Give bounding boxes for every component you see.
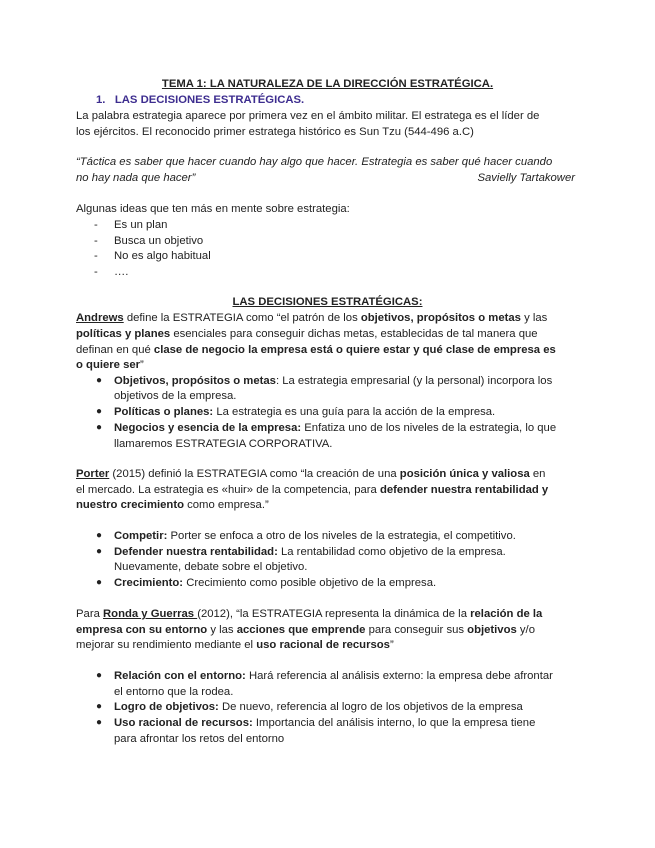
- author-andrews: Andrews: [76, 312, 124, 324]
- andrews-line-3: definan en qué clase de negocio la empresa está o quiere estar y qué clase de empresa es: [76, 344, 556, 356]
- ronda-bullet-1: Relación con el entorno: Hará referencia al análisis externo: la empresa debe afrontar: [114, 670, 553, 682]
- bullet-icon: ●: [96, 546, 103, 557]
- bullet-icon: ●: [96, 670, 103, 681]
- section-heading-2: LAS DECISIONES ESTRATÉGICAS:: [232, 296, 423, 308]
- andrews-line-1: Andrews define la ESTRATEGIA como “el patrón de los objetivos, propósitos o metas y las: [76, 312, 548, 324]
- section-heading-1: [96, 92, 304, 108]
- ronda-line-2: empresa con su entorno y las acciones que emprende para conseguir sus objetivos y/o: [76, 624, 535, 636]
- section-heading-text: LAS DECISIONES ESTRATÉGICAS.: [114, 94, 305, 106]
- dash-icon: -: [94, 235, 98, 247]
- intro-line-2: los ejércitos. El reconocido primer estratega histórico es Sun Tzu (544-496 a.C): [76, 126, 474, 138]
- ronda-line-3: mejorar su rendimiento mediante el uso racional de recursos”: [76, 639, 394, 651]
- quote-line-1: “Táctica es saber que hacer cuando hay algo que hacer. Estrategia es saber qué hacer cuando: [76, 156, 553, 168]
- andrews-line-2: políticas y planes esenciales para conseguir dichas metas, establecidas de tal manera que: [76, 328, 538, 340]
- bullet-icon: ●: [96, 530, 103, 541]
- ronda-line-1: Para Ronda y Guerras (2012), “la ESTRATEGIA representa la dinámica de la relación de la: [76, 608, 543, 620]
- ideas-item: No es algo habitual: [114, 250, 211, 262]
- intro-line-1: La palabra estrategia aparece por primera vez en el ámbito militar. El estratega es el líder de: [76, 110, 540, 122]
- author-ronda-guerras: Ronda y Guerras: [103, 608, 198, 620]
- quote-line-2: no hay nada que hacer”: [76, 172, 196, 184]
- porter-bullet-2: Defender nuestra rentabilidad: La rentabilidad como objetivo de la empresa.: [114, 546, 506, 558]
- bullet-icon: ●: [96, 375, 103, 386]
- section-number: 1.: [96, 94, 106, 106]
- bullet-icon: ●: [96, 717, 103, 728]
- porter-line-3: nuestro crecimiento como empresa.”: [76, 499, 269, 511]
- ideas-item: ….: [114, 266, 129, 278]
- porter-line-2: el mercado. La estrategia es «huir» de la competencia, para defender nuestra rentabilidad y: [76, 484, 549, 496]
- porter-bullet-3: Crecimiento: Crecimiento como posible objetivo de la empresa.: [114, 577, 437, 589]
- ronda-bullet-3-cont: para afrontar los retos del entorno: [114, 733, 285, 745]
- bullet-icon: ●: [96, 406, 103, 417]
- porter-bullet-1: Competir: Porter se enfoca a otro de los niveles de la estrategia, el competitivo.: [114, 530, 516, 542]
- andrews-bullet-2: Políticas o planes: La estrategia es una guía para la acción de la empresa.: [114, 406, 496, 418]
- dash-icon: -: [94, 266, 98, 278]
- bullet-icon: ●: [96, 422, 103, 433]
- andrews-bullet-3: Negocios y esencia de la empresa: Enfatiza uno de los niveles de la estrategia, lo que: [114, 422, 557, 434]
- ronda-bullet-2: Logro de objetivos: De nuevo, referencia al logro de los objetivos de la empresa: [114, 701, 523, 713]
- ideas-item: Busca un objetivo: [114, 235, 204, 247]
- dash-icon: -: [94, 219, 98, 231]
- andrews-line-4: o quiere ser”: [76, 359, 144, 371]
- author-porter: Porter: [76, 468, 110, 480]
- andrews-bullet-1-cont: objetivos de la empresa.: [114, 390, 237, 402]
- ideas-item: Es un plan: [114, 219, 168, 231]
- porter-line-1: Porter (2015) definió la ESTRATEGIA como “la creación de una posición única y valiosa en: [76, 468, 546, 480]
- ronda-bullet-3: Uso racional de recursos: Importancia del análisis interno, lo que la empresa tiene: [114, 717, 536, 729]
- andrews-bullet-3-cont: llamaremos ESTRATEGIA CORPORATIVA.: [114, 438, 333, 450]
- quote-author: Savielly Tartakower: [477, 172, 575, 184]
- andrews-bullet-1: Objetivos, propósitos o metas: La estrategia empresarial (y la personal) incorpora los: [114, 375, 553, 387]
- page-title: TEMA 1: LA NATURALEZA DE LA DIRECCIÓN ESTRATÉGICA.: [161, 78, 494, 90]
- ideas-intro: Algunas ideas que ten más en mente sobre estrategia:: [76, 203, 350, 215]
- dash-icon: -: [94, 250, 98, 262]
- bullet-icon: ●: [96, 577, 103, 588]
- porter-bullet-2-cont: Nuevamente, debate sobre el objetivo.: [114, 561, 308, 573]
- ronda-bullet-1-cont: el entorno que la rodea.: [114, 686, 234, 698]
- bullet-icon: ●: [96, 701, 103, 712]
